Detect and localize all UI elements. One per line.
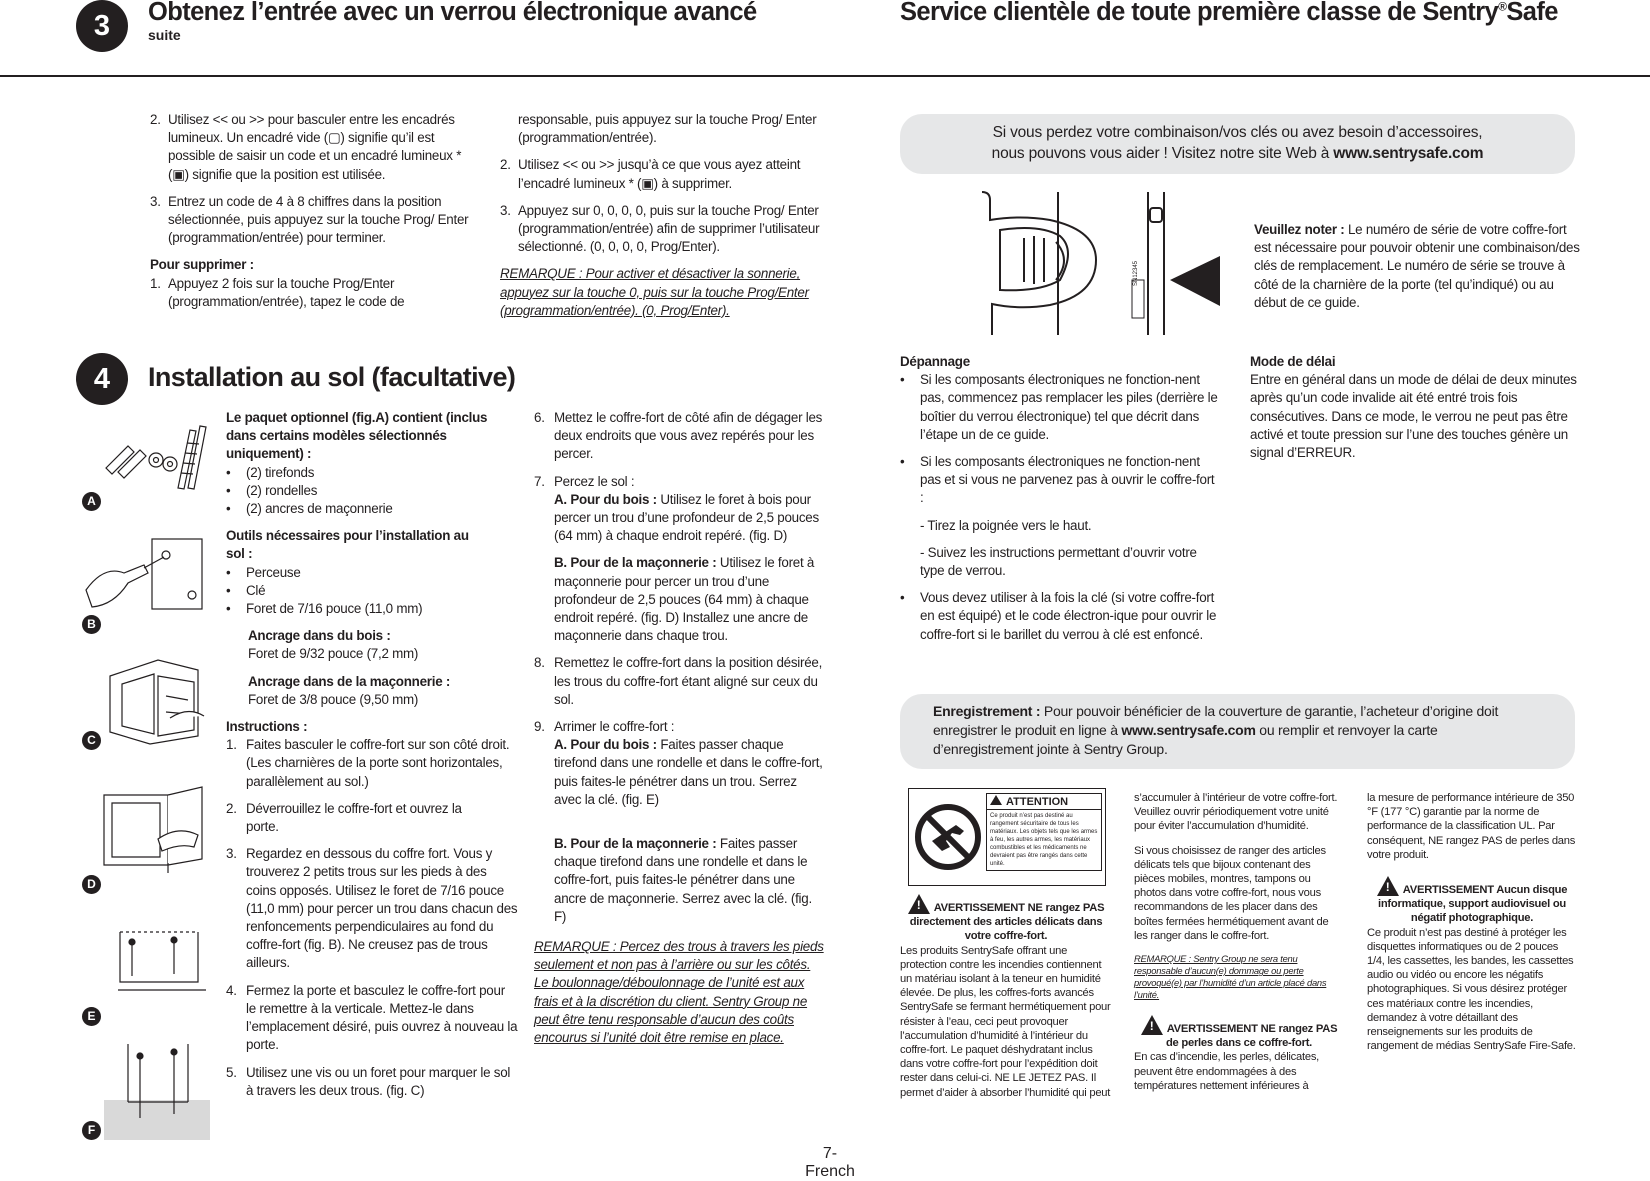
warning-media-text: Ce produit n’est pas destiné à protéger les disquettes informatiques ou de 2 pouces 1/4, les cassettes, les bandes, les cassettes audio ou vidéo ou encore les négatifs photographiques. Si vous désirez protéger ces matériaux contre les incendies, demandez à votre détaillant des renseignements sur les produits de rangement de médias SentrySafe Fire-Safe. xyxy=(1367,926,1576,1053)
s4-paquet-item: • (2) tirefonds xyxy=(226,464,315,480)
service-title: Service clientèle de toute première classe de Sentry®Safe xyxy=(900,0,1558,26)
warning-pearls-text: En cas d’incendie, les perles, délicates, peuvent être endommagées à des températures nettement inférieures à xyxy=(1134,1051,1320,1092)
fig-c-safe-illustration xyxy=(98,656,208,746)
warning-media-heading: ! AVERTISSEMENT Aucun disque informatique, support audiovisuel ou négatif photographique. xyxy=(1367,876,1577,926)
s4-bois-heading: Ancrage dans du bois : xyxy=(248,628,391,644)
attention-panel xyxy=(986,793,1102,871)
s4-instr-step-5: 5. Utilisez une vis ou un foret pour marquer le sol à travers les deux trous. (fig. C) xyxy=(226,1064,511,1098)
s4-outils-item: • Perceuse xyxy=(226,564,301,580)
s3-step-3: 3. Entrez un code de 4 à 8 chiffres dans la position sélectionnée, puis appuyez sur la touche Prog/ Enter (programmation/entrée) pour terminer. xyxy=(150,193,469,246)
fig-e-label: E xyxy=(82,1007,101,1026)
section-3-title: Obtenez l’entrée avec un verrou électronique avancé xyxy=(148,0,757,26)
troubleshooting-subitem: - Tirez la poignée vers le haut. xyxy=(920,517,1092,533)
s3-supprimer-step-1: 1. Appuyez 2 fois sur la touche Prog/Enter (programmation/entrée), tapez le code de xyxy=(150,275,405,309)
attention-text: Ce produit n’est pas destiné au rangement sécuritaire de tous les matériaux. Les objets tels que les armes à feu, les autres armes, les matériaux combustibles et les médicaments ne devraient pas être rangés dans cette unité. xyxy=(990,813,1098,867)
troubleshooting-subitem: - Suivez les instructions permettant d’ouvrir votre type de verrou. xyxy=(920,544,1197,579)
s4-col2 xyxy=(534,409,826,1047)
s4-instr-step-1: 1. Faites basculer le coffre-fort sur son côté droit. (Les charnières de la porte sont horizontales, parallèlement au sol.) xyxy=(226,737,510,789)
s3-del-step-2: 2. Utilisez << ou >> jusqu’à ce que vous ayez atteint l’encadré lumineux * (▣) à supprimer. xyxy=(500,157,801,191)
section-4-title: Installation au sol (facultative) xyxy=(148,362,516,392)
help-banner xyxy=(900,114,1575,174)
registration-link[interactable]: www.sentrysafe.com xyxy=(1121,722,1256,738)
troubleshooting-heading: Dépannage xyxy=(900,354,970,369)
s4-paquet-item: • (2) rondelles xyxy=(226,482,318,498)
fig-d-label: D xyxy=(82,875,101,894)
s4-remarque: REMARQUE : Percez des trous à travers les pieds seulement et non pas à l’arrière ou sur les côtés. Le boulonnage/déboulonnage de l’unité est aux frais et à la discrétion du client. Sentry Group ne peut être tenu responsable d’aucun des coûts encourus si l’unité doit être remise en place. xyxy=(534,939,824,1046)
warning-col2 xyxy=(1134,791,1344,1093)
serial-number-label: SN12345 xyxy=(1133,260,1139,286)
troubleshooting-item: • Si les composants électroniques ne fonction-nent pas, commencez pas remplacer les piles (derrière le boîtier du verrou électronique) tel que décrit dans l’étape un de ce guide. xyxy=(900,372,1218,442)
sentrysafe-link[interactable]: www.sentrysafe.com xyxy=(1333,145,1484,162)
fig-b-label: B xyxy=(82,615,101,634)
s4-step-7a: A. Pour du bois : Utilisez le foret à bois pour percer un trou d’une profondeur de 2,5 pouces (64 mm) à chaque endroit repéré. (fig. D) xyxy=(554,491,819,544)
s4-instr-step-2: 2. Déverrouillez le coffre-fort et ouvrez la porte. xyxy=(226,800,462,835)
warning-delicate-heading: ! AVERTISSEMENT NE rangez PAS directement des articles délicats dans votre coffre-fort. xyxy=(900,894,1112,944)
s3-del-step-3: 3. Appuyez sur 0, 0, 0, 0, puis sur la touche Prog/ Enter (programmation/entrée) afin de supprimer l’utilisateur sélectionné. (0, 0, 0, 0, Prog/Enter). xyxy=(500,202,820,255)
section-4-badge: 4 xyxy=(76,353,128,405)
s4-step-6: 6. Mettez le coffre-fort de côté afin de dégager les deux endroits que vous avez repérés pour les percer. xyxy=(534,410,823,462)
s3-col2 xyxy=(500,111,822,320)
s4-outils-item: • Clé xyxy=(226,582,266,598)
warning-col2-text-a: s’accumuler à l’intérieur de votre coffre-fort. Veuillez ouvrir périodiquement votre unité pour éviter l’accumulation d’humidité. xyxy=(1134,792,1338,833)
s3-supprimer-heading: Pour supprimer : xyxy=(150,257,254,273)
warning-icon: ! xyxy=(908,894,930,914)
s4-paquet-heading: Le paquet optionnel (fig.A) contient (inclus dans certains modèles sélectionnés uniquement) : xyxy=(226,410,488,462)
s4-bois-value: Foret de 9/32 pouce (7,2 mm) xyxy=(248,646,419,662)
s4-step-9: 9. Arrimer le coffre-fort : xyxy=(534,719,675,735)
fig-a-label: A xyxy=(82,492,101,511)
s4-instr-step-3: 3. Regardez en dessous du coffre fort. Vous y trouverez 2 petits trous sur les pieds à des coins opposés. Utilisez le foret de 7/16 pouce (11,0 mm) pour percer un trou dans chacun des renfoncements perpendiculaires au fond du coffre-fort (fig. B). Ne creusez pas de trous ailleurs. xyxy=(226,846,518,971)
delay-mode xyxy=(1250,353,1580,462)
s3-remarque: REMARQUE : Pour activer et désactiver la sonnerie, appuyez sur la touche 0, puis sur la touche Prog/Enter (programmation/entrée). (0, Prog/Enter). xyxy=(500,266,809,318)
s4-outils-heading: Outils nécessaires pour l’installation au sol : xyxy=(226,528,469,562)
troubleshooting-item: • Vous devez utiliser à la fois la clé (si votre coffre-fort en est équipé) et le code électron-ique pour ouvrir le coffre-fort si le barillet du verrou à clé est enfoncé. xyxy=(900,590,1217,642)
s4-instr-step-4: 4. Fermez la porte et basculez le coffre-fort pour le remettre à la verticale. Mettez-le dans l’emplacement désiré, puis ouvrez à nouveau la porte. xyxy=(226,982,518,1053)
no-firearms-icon xyxy=(912,801,984,873)
delay-mode-heading: Mode de délai xyxy=(1250,354,1336,369)
fig-c-label: C xyxy=(82,731,101,750)
warning-icon: ! xyxy=(1141,1015,1163,1035)
troubleshooting xyxy=(900,353,1220,644)
help-banner-line1: Si vous perdez votre combinaison/vos clés ou avez besoin d’accessoires, xyxy=(992,124,1483,141)
header-rule xyxy=(0,75,1650,77)
warning-pearls-heading: ! AVERTISSEMENT NE rangez PAS de perles dans ce coffre-fort. xyxy=(1134,1015,1344,1050)
s4-step-7b: B. Pour de la maçonnerie : Utilisez le foret à maçonnerie pour percer un trou d’une profondeur de 2,5 pouces (64 mm) à chaque endroit repéré. (fig. D) Installez une ancre de maçonnerie dans chaque trou. xyxy=(554,555,815,644)
s4-step-9a: A. Pour du bois : Faites passer chaque tirefond dans une rondelle et dans le coffre-fort, puis faites-le pénétrer dans un trou. Serrez avec la clé. (fig. E) xyxy=(554,737,823,807)
serial-number-location-illustration xyxy=(980,190,1240,340)
attention-warning-icon xyxy=(990,795,1002,805)
s4-step-7: 7. Percez le sol : xyxy=(534,473,635,489)
warning-icon: ! xyxy=(1377,876,1399,896)
fig-b-drill-illustration xyxy=(84,535,209,620)
s3-col2-cont: responsable, puis appuyez sur la touche Prog/ Enter (programmation/entrée). xyxy=(518,112,817,146)
section-3-subtitle: suite xyxy=(148,27,181,43)
fig-f-anchor-illustration xyxy=(104,1040,210,1140)
s4-macon-value: Foret de 3/8 pouce (9,50 mm) xyxy=(248,691,419,707)
warning-col3 xyxy=(1367,791,1577,1053)
fig-a-hardware-illustration xyxy=(98,418,208,493)
troubleshooting-item: • Si les composants électroniques ne fonction-nent pas et si vous ne parvenez pas à ouvrir le coffre-fort : xyxy=(900,454,1215,506)
fig-f-label: F xyxy=(82,1121,101,1140)
section-3-badge: 3 xyxy=(76,0,128,52)
delay-mode-text: Entre en général dans un mode de délai de deux minutes après qu’un code invalide ait été entré trois fois consécutives. Dans ce mode, le verrou ne peut pas être activé et toute pression sur l’une des touches génère un signal d’ERREUR. xyxy=(1250,372,1577,461)
s3-step-2: 2. Utilisez << ou >> pour basculer entre les encadrés lumineux. Un encadré vide (▢) signifie qu’il est possible de saisir un code et un encadré lumineux * (▣) signifie que la position est utilisée. xyxy=(150,112,462,182)
fig-d-open-safe-illustration xyxy=(98,785,208,875)
s4-paquet-item: • (2) ancres de maçonnerie xyxy=(226,501,393,517)
s4-instructions-heading: Instructions : xyxy=(226,719,308,735)
s4-macon-heading: Ancrage dans de la maçonnerie : xyxy=(248,673,451,689)
s4-outils-item: • Foret de 7/16 pouce (11,0 mm) xyxy=(226,601,423,617)
registration-text: Enregistrement : Pour pouvoir bénéficier de la couverture de garantie, l’acheteur d’origine doit enregistrer le produit en ligne à www.sentrysafe.com ou remplir et renvoyer la carte d’enregistrement jointe à Sentry Group. xyxy=(933,703,1499,757)
warning-col2-remarque: REMARQUE : Sentry Group ne sera tenu responsable d’aucun(e) dommage ou perte provoqué(e) par l’humidité d’un article placé dans l’unité. xyxy=(1134,953,1327,1001)
registration-banner xyxy=(900,694,1575,769)
serial-note: Veuillez noter : Le numéro de série de votre coffre-fort est nécessaire pour pouvoir obtenir une combinaison/des clés de remplacement. Le numéro de série se trouve à côté de la charnière de la porte (tel qu’indiqué) ou au début de ce guide. xyxy=(1254,222,1580,310)
warning-col3-text: la mesure de performance intérieure de 350 °F (177 °C) garantie par la norme de performance de la classification UL. Par conséquent, NE rangez PAS de perles dans votre produit. xyxy=(1367,792,1576,861)
s4-step-8: 8. Remettez le coffre-fort dans la position désirée, les trous du coffre-fort étant aligné sur ceux du sol. xyxy=(534,655,823,707)
help-banner-line2: nous pouvons vous aider ! Visitez notre site Web à www.sentrysafe.com xyxy=(991,145,1484,162)
warning-delicate-text: Les produits SentrySafe offrant une protection contre les incendies contiennent un matériau isolant à la teneur en humidité élevée. De plus, les coffres-forts avancés SentrySafe se fermant hermétiquement pour résister à l’eau, ceci peut provoquer l’accumulation d’humidité à l’intérieur du coffre-fort. Le paquet déshydratant inclus dans votre coffre-fort pour l’expédition doit rester dans celui-ci. NE LE JETEZ PAS. Il permet d’aider à absorber l’humidité qui peut xyxy=(900,944,1111,1099)
fig-e-bolt-illustration xyxy=(118,924,208,994)
attention-label-box xyxy=(908,788,1106,886)
warning-col2-text-b: Si vous choisissez de ranger des articles délicats tels que bijoux contenant des pièces mobiles, montres, tampons ou photos dans votre coffre-fort, nous vous recommandons de les placer dans des boîtes fermées hermétiquement avant de les ranger dans le coffre-fort. xyxy=(1134,844,1329,942)
s4-step-9b: B. Pour de la maçonnerie : Faites passer chaque tirefond dans une rondelle et dans le coffre-fort, puis faites-le pénétrer dans une ancre de maçonnerie. Serrez avec la clé. (fig. F) xyxy=(554,836,812,924)
attention-title: ATTENTION xyxy=(1006,796,1069,808)
s3-col1 xyxy=(150,111,475,320)
warning-col1 xyxy=(900,894,1112,1100)
s4-col1 xyxy=(226,409,518,1109)
page-number: 7-French xyxy=(805,1145,855,1180)
